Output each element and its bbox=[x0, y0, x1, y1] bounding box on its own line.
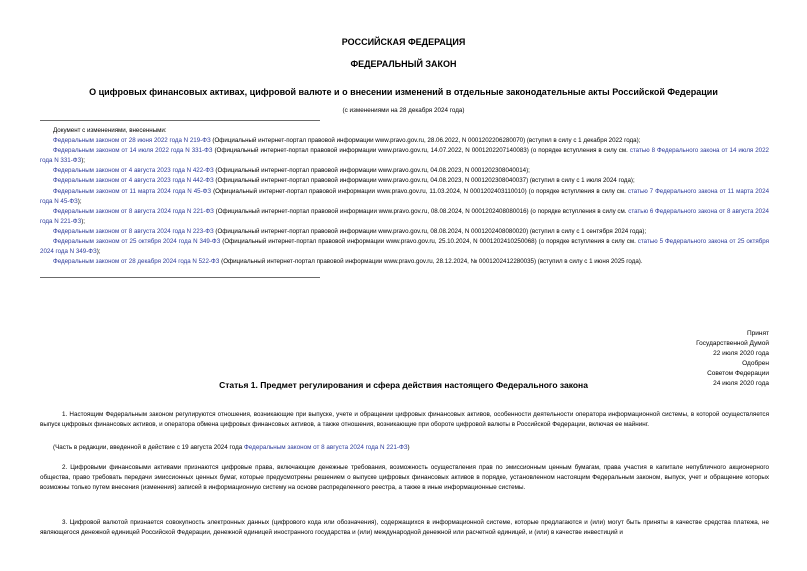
change-details: (Официальный интернет-портал правовой информации www.pravo.gov.ru, 04.08.2023, N 0001202308040014); bbox=[213, 167, 530, 175]
law-type-heading: ФЕДЕРАЛЬНЫЙ ЗАКОН bbox=[350, 59, 457, 69]
change-details: (Официальный интернет-портал правовой информации www.pravo.gov.ru, 11.03.2024, N 0001202403110010) (о порядке вступления в силу см. bbox=[211, 187, 628, 195]
change-details: (Официальный интернет-портал правовой информации www.pravo.gov.ru, 08.08.2024, N 0001202408080016) (о порядке вступления в силу см. bbox=[213, 207, 629, 215]
change-tail: ); bbox=[96, 248, 101, 256]
note-tail: ) bbox=[407, 444, 410, 451]
change-item bbox=[40, 136, 769, 146]
divider-top bbox=[40, 120, 320, 121]
changes-lead: Документ с изменениями, внесенными: bbox=[53, 127, 167, 134]
change-item bbox=[40, 187, 769, 207]
paragraph-1 bbox=[40, 410, 769, 430]
paragraph-2 bbox=[40, 463, 769, 494]
change-law-link[interactable]: Федеральным законом от 25 октября 2024 года N 349-ФЗ bbox=[53, 238, 221, 246]
change-item bbox=[40, 166, 769, 176]
change-law-link[interactable]: Федеральным законом от 11 марта 2024 года N 45-ФЗ bbox=[53, 187, 212, 195]
change-details: (Официальный интернет-портал правовой информации www.pravo.gov.ru, 25.10.2024, N 0001202410250068) (о порядке вступления в силу см. bbox=[220, 238, 638, 246]
adopted-date: 22 июля 2020 года bbox=[713, 350, 769, 358]
change-details: (Официальный интернет-портал правовой информации www.pravo.gov.ru, 04.08.2023, N 0001202308040037) (вступил в силу с 1 июля 2024 года); bbox=[213, 177, 635, 185]
approved-body: Советом Федерации bbox=[707, 370, 769, 378]
change-details: (Официальный интернет-портал правовой информации www.pravo.gov.ru, 14.07.2022, N 0001202207140083) (о порядке вступления в силу см. bbox=[212, 147, 630, 155]
article-title: Статья 1. Предмет регулирования и сфера действия настоящего Федерального закона bbox=[219, 380, 588, 390]
law-title: О цифровых финансовых активах, цифровой валюте и о внесении изменений в отдельные законодательные акты Российской Федерации bbox=[89, 87, 718, 97]
paragraph-2-text: 2. Цифровыми финансовыми активами признаются цифровые права, включающие денежные требования, возможность осуществления прав по эмиссионным ценным бумагам, права участия в капитале непубличного акционерного общества, право требовать передачи эмиссионных ценных бумаг, которые предусмотрены решением о выпуске цифровых финансовых активов в порядке, установленном настоящим Федеральным законом, выпуск, учет и обращение которых возможны только путем внесения (изменения) записей в информационную систему на основе распределенного реестра, а также в иные информационные системы. bbox=[40, 464, 769, 492]
changes-items bbox=[40, 136, 769, 267]
change-law-link[interactable]: Федеральным законом от 14 июля 2022 года N 331-ФЗ bbox=[53, 147, 213, 155]
change-item bbox=[40, 176, 769, 186]
change-item bbox=[40, 207, 769, 227]
change-article-link[interactable]: статью 6 Федерального закона от 8 августа 2024 года N 221-ФЗ bbox=[40, 207, 769, 225]
change-item bbox=[40, 227, 769, 237]
paragraph-1-text: 1. Настоящим Федеральным законом регулируются отношения, возникающие при выпуске, учете и обращении цифровых финансовых активов, особенности деятельности оператора информационной системы, в которой осуществляется выпуск цифровых финансовых активов, и оператора обмена цифровых финансовых активов, а также отношения, возникающие при обороте цифровой валюты в Российской Федерации, включая ее майнинг. bbox=[40, 411, 769, 429]
change-tail: ); bbox=[81, 217, 85, 225]
change-item bbox=[40, 237, 769, 257]
change-details: (Официальный интернет-портал правовой информации www.pravo.gov.ru, 08.08.2024, N 0001202408080020) (вступил в силу с 1 сентября 2024 года); bbox=[213, 227, 647, 235]
note-text: (Часть в редакции, введенной в действие с 19 августа 2024 года bbox=[53, 444, 245, 451]
change-details: (Официальный интернет-портал правовой информации www.pravo.gov.ru, 28.06.2022, N 0001202206280070) (вступил в силу с 1 декабря 2022 года); bbox=[210, 137, 641, 145]
change-law-link[interactable]: Федеральным законом от 28 июня 2022 года N 219-ФЗ bbox=[53, 137, 211, 145]
approved-label: Одобрен bbox=[742, 360, 769, 368]
changes-list bbox=[40, 126, 769, 267]
change-details: (Официальный интернет-портал правовой информации www.pravo.gov.ru, 28.12.2024, № 0001202412280035) (вступил в силу с 1 июня 2025 года). bbox=[219, 258, 643, 266]
change-article-link[interactable]: статью 5 Федерального закона от 25 октября 2024 года N 349-ФЗ bbox=[40, 238, 770, 256]
paragraph-3-text: 3. Цифровой валютой признается совокупность электронных данных (цифрового кода или обозначения), содержащихся в информационной системе, которые предлагаются и (или) могут быть приняты в качестве средства платежа, не являющегося денежной единицей Российской Федерации, денежной единицей иностранного государства и (или) международной денежной или расчетной единицей, и (или) в качестве инвестиций и bbox=[40, 519, 769, 537]
change-item bbox=[40, 146, 769, 166]
adopted-body: Государственной Думой bbox=[696, 340, 769, 348]
amendment-note bbox=[40, 444, 769, 451]
change-law-link[interactable]: Федеральным законом от 4 августа 2023 года N 442-ФЗ bbox=[53, 177, 214, 185]
change-law-link[interactable]: Федеральным законом от 8 августа 2024 года N 221-ФЗ bbox=[53, 207, 214, 215]
divider-bottom bbox=[40, 277, 320, 278]
change-article-link[interactable]: статью 8 Федерального закона от 14 июля 2022 года N 331-ФЗ bbox=[40, 147, 769, 165]
change-tail: ); bbox=[77, 197, 82, 205]
paragraph-3 bbox=[40, 518, 769, 538]
note-law-link[interactable]: Федеральным законом от 8 августа 2024 года N 221-ФЗ bbox=[244, 444, 408, 451]
change-article-link[interactable]: статью 7 Федерального закона от 11 марта 2024 года N 45-ФЗ bbox=[40, 187, 770, 205]
approved-date: 24 июля 2020 года bbox=[713, 380, 769, 388]
revision-note: (с изменениями на 28 декабря 2024 года) bbox=[342, 107, 465, 114]
change-item bbox=[40, 257, 769, 267]
change-law-link[interactable]: Федеральным законом от 8 августа 2024 года N 223-ФЗ bbox=[53, 227, 214, 235]
adopted-label: Принят bbox=[746, 330, 769, 337]
federation-heading: РОССИЙСКАЯ ФЕДЕРАЦИЯ bbox=[341, 37, 466, 47]
change-law-link[interactable]: Федеральным законом от 28 декабря 2024 года N 522-ФЗ bbox=[53, 258, 220, 266]
change-law-link[interactable]: Федеральным законом от 4 августа 2023 года N 422-ФЗ bbox=[53, 167, 214, 175]
change-tail: ); bbox=[81, 157, 85, 165]
